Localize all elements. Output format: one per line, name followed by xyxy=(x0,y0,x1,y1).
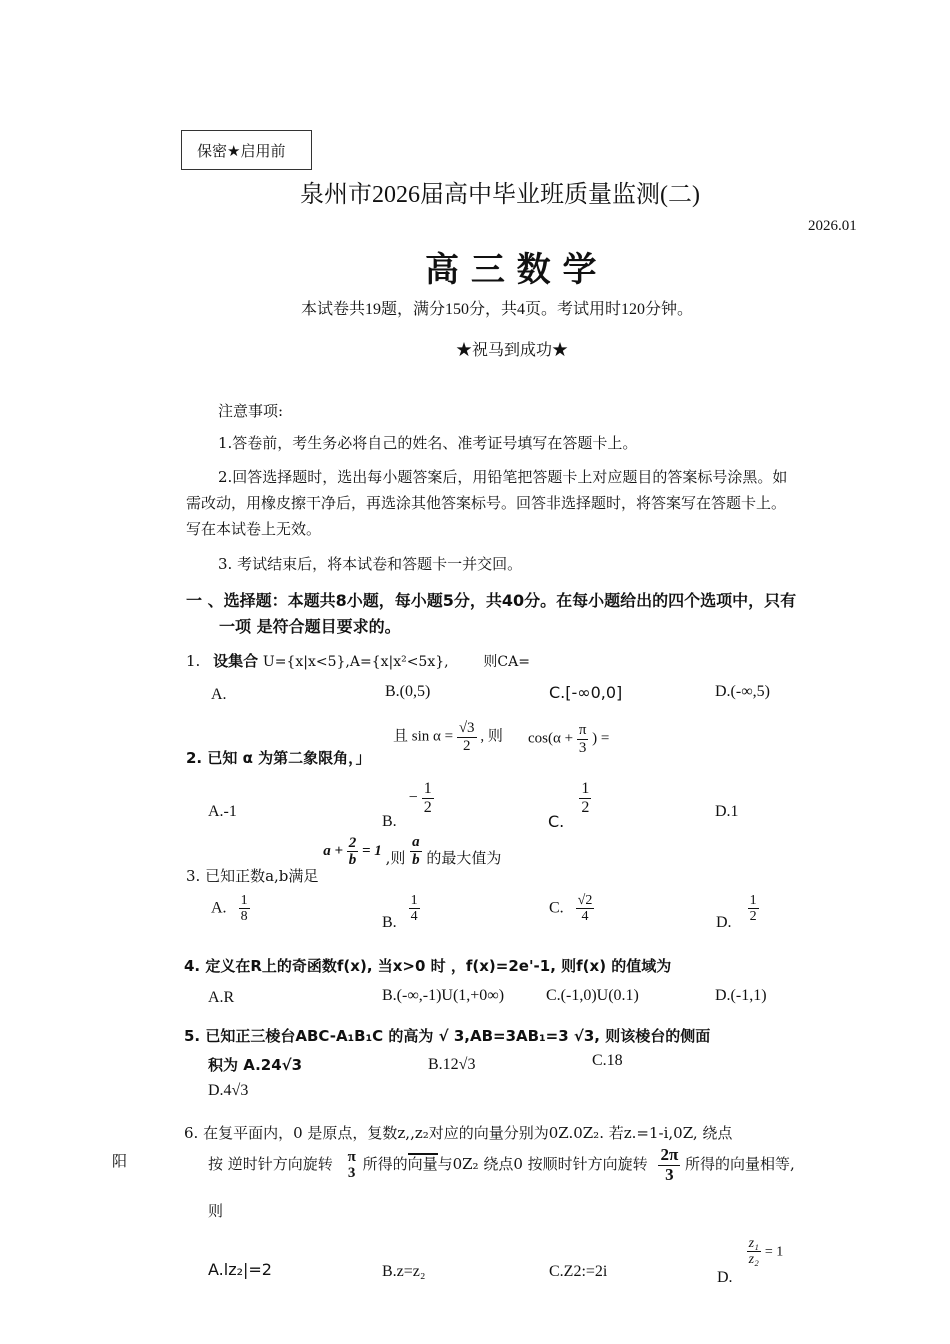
q4-option-d[interactable]: D.(-1,1) xyxy=(715,987,767,1004)
q2-cos-post: ) = xyxy=(592,730,610,747)
question-6: 6. 在复平面内，0 是原点，复数z,,z₂对应的向量分别为0Z.0Z₂. 若z.=1-i,0Z, 绕点 xyxy=(184,1124,733,1142)
exam-title: 泉州市2026届高中毕业班质量监测(二) xyxy=(300,182,700,208)
q6-line2-b: 所得的 xyxy=(362,1155,408,1174)
q3-option-c-den: 4 xyxy=(581,909,589,925)
q3-post: 的最大值为 xyxy=(426,849,502,867)
q3-expr xyxy=(323,834,385,869)
q2-condition xyxy=(393,720,503,754)
q3-ratio xyxy=(410,834,422,868)
q2-option-c-frac xyxy=(579,780,591,816)
q6-line2-e: 所得的向量相等, xyxy=(685,1155,795,1174)
q3-option-c-frac xyxy=(576,893,595,925)
notice-item-2-line1: 2.回答选择题时，选出每小题答案后，用铅笔把答题卡上对应题目的答案标号涂黑。如 xyxy=(218,468,788,486)
q2-sin-label: 且 sin α = xyxy=(393,728,454,745)
q3-option-c-num: √2 xyxy=(577,893,593,908)
question-5: 5. 已知正三棱台ABC-A₁B₁C 的高为 √ 3,AB=3AB₁=3 √3, 则该棱台的侧面 xyxy=(184,1027,711,1045)
q3-option-d-label: D. xyxy=(716,913,732,931)
q2-comma-then: , 则 xyxy=(480,728,503,745)
q2-option-b-label: B. xyxy=(382,812,397,830)
q6-pi: π xyxy=(347,1148,356,1165)
q2-option-a[interactable]: A.-1 xyxy=(208,803,237,820)
q2-option-c-label: C. xyxy=(548,811,565,831)
q6-option-d[interactable] xyxy=(717,1236,784,1286)
q1-option-a[interactable]: A. xyxy=(211,686,227,703)
q2-sin-fraction xyxy=(457,720,477,754)
q5-line2-option-a[interactable]: 积为 A.24√3 xyxy=(208,1056,303,1074)
q6-option-d-frac xyxy=(747,1236,761,1268)
exam-date: 2026.01 xyxy=(808,218,857,234)
q2-option-c-den: 2 xyxy=(581,798,590,816)
q3-ratio-num: a xyxy=(412,834,420,850)
question-4: 4. 定义在R上的奇函数f(x), 当x>0 时 ，f(x)=2e'-1, 则f(x) 的值域为 xyxy=(184,957,672,975)
exam-wish: ★祝马到成功★ xyxy=(456,342,569,359)
q3-option-b-den: 4 xyxy=(410,909,418,925)
q6-line2-d: 与0Z₂ 绕点0 按顺时针方向旋转 xyxy=(437,1155,648,1174)
q3-option-a-frac xyxy=(239,893,250,925)
q2-option-b-den: 2 xyxy=(423,798,432,816)
confidential-label: 保密★启用前 xyxy=(197,142,286,160)
q1-text: 设集合 xyxy=(213,652,259,670)
q2-option-d[interactable]: D.1 xyxy=(715,803,739,820)
q4-option-b[interactable]: B.(-∞,-1)U(1,+0∞) xyxy=(382,987,505,1004)
q3-ratio-den: b xyxy=(412,851,420,868)
q5-option-b[interactable]: B.12√3 xyxy=(428,1056,476,1073)
q5-option-c[interactable]: C.18 xyxy=(592,1052,623,1069)
notice-item-2-line3: 写在本试卷上无效。 xyxy=(186,520,322,538)
q3-option-a-label: A. xyxy=(211,899,227,917)
q6-pi-third xyxy=(346,1149,358,1182)
q2-option-b-num: 1 xyxy=(423,780,432,797)
q3-option-d-frac xyxy=(748,893,759,925)
q6-three: 3 xyxy=(347,1165,356,1182)
q1-then: 则CA= xyxy=(483,654,530,670)
q2-option-b-frac xyxy=(422,780,434,816)
q1-number: 1. xyxy=(186,652,201,670)
section-1-heading: 一 、选择题：本题共8小题，每小题5分，共40分。在每小题给出的四个选项中，只有 xyxy=(186,591,797,610)
q3-option-c[interactable] xyxy=(549,893,594,925)
q3-expr-num: 2 xyxy=(348,834,357,851)
q4-option-c[interactable]: C.(-1,0)U(0.1) xyxy=(546,987,639,1004)
q2-pi: π xyxy=(578,722,587,738)
q3-option-d-num: 1 xyxy=(749,893,757,908)
q6-option-c[interactable]: C.Z2:=2i xyxy=(549,1263,608,1280)
q1-option-b[interactable]: B.(0,5) xyxy=(385,683,431,700)
q5-option-d[interactable]: D.4√3 xyxy=(208,1082,249,1099)
q3-pre: 3. 已知正数a,b满足 xyxy=(186,867,319,885)
q2-option-b-sign: − xyxy=(408,788,418,806)
q6-three-2: 3 xyxy=(665,1164,674,1184)
q3-expr-eq: = 1 xyxy=(362,843,382,859)
q2-pi-fraction xyxy=(577,722,589,756)
q3-option-d-den: 2 xyxy=(749,909,757,925)
q3-option-d[interactable] xyxy=(716,893,759,931)
section-1-heading-cont: 一项 是符合题目要求的。 xyxy=(219,617,401,636)
subject-title: 高 三 数 学 xyxy=(425,250,597,290)
notice-heading: 注意事项: xyxy=(218,402,284,420)
q6-two-pi: 2π xyxy=(660,1145,679,1164)
q2-option-c-num: 1 xyxy=(581,780,590,797)
q1-option-d[interactable]: D.(-∞,5) xyxy=(715,683,770,700)
question-2: 2. 已知 α 为第二象限角，」 xyxy=(186,749,371,767)
q3-option-b-num: 1 xyxy=(410,893,418,908)
q3-option-c-label: C. xyxy=(549,899,564,917)
q2-cos-expression xyxy=(528,722,609,756)
q3-expr-a: a + xyxy=(323,843,343,859)
question-1 xyxy=(186,650,530,671)
q6-line3: 则 xyxy=(208,1202,224,1220)
notice-item-3: 3. 考试结束后，将本试卷和答题卡一并交回。 xyxy=(218,555,523,573)
q6-option-b[interactable]: B.z=z₂ xyxy=(382,1263,426,1280)
q6-side-mark: 阳 xyxy=(112,1152,128,1170)
q2-option-b[interactable] xyxy=(382,780,434,830)
q3-option-a[interactable] xyxy=(211,893,250,925)
q3-option-b-frac xyxy=(409,893,420,925)
q6-option-d-den: z₂ xyxy=(748,1252,759,1268)
q6-line2-c: 向量 xyxy=(407,1155,438,1174)
q3-mid: ,则 xyxy=(385,849,406,867)
exam-info: 本试卷共19题，满分150分，共4页。考试用时120分钟。 xyxy=(301,301,694,318)
q2-option-c[interactable] xyxy=(548,780,591,831)
q2-sin-den: 2 xyxy=(462,737,471,754)
question-3 xyxy=(186,834,502,885)
q2-cos-pre: cos(α + xyxy=(528,730,574,747)
q2-sin-num: √3 xyxy=(458,720,475,736)
q6-option-d-eq: = 1 xyxy=(764,1244,784,1260)
q3-expr-frac xyxy=(347,835,359,869)
confidential-box xyxy=(181,130,312,170)
q3-option-a-num: 1 xyxy=(240,893,248,908)
q3-option-a-den: 8 xyxy=(240,909,248,925)
q6-option-d-num: z₁ xyxy=(748,1236,759,1251)
notice-item-1: 1.答卷前，考生务必将自己的姓名、准考证号填写在答题卡上。 xyxy=(218,434,638,452)
q6-option-d-label: D. xyxy=(717,1268,733,1286)
notice-item-2-line2: 需改动，用橡皮擦干净后，再选涂其他答案标号。回答非选择题时，将答案写在答题卡上。 xyxy=(186,494,787,512)
q6-line2 xyxy=(208,1146,795,1184)
q6-line2-a: 按 逆时针方向旋转 xyxy=(208,1155,333,1174)
q3-option-b-label: B. xyxy=(382,913,397,931)
q6-two-pi-third xyxy=(658,1146,680,1184)
q3-expr-den: b xyxy=(348,852,357,869)
q2-three: 3 xyxy=(578,739,587,756)
q1-sets: U={x|x<5},A={x|x²<5x}, xyxy=(262,654,449,670)
q3-option-b[interactable] xyxy=(382,893,420,931)
q6-option-a[interactable]: A.lz₂|=2 xyxy=(208,1260,272,1279)
q1-option-c[interactable]: C.[-∞0,0] xyxy=(549,683,623,702)
q4-option-a[interactable]: A.R xyxy=(208,989,235,1006)
